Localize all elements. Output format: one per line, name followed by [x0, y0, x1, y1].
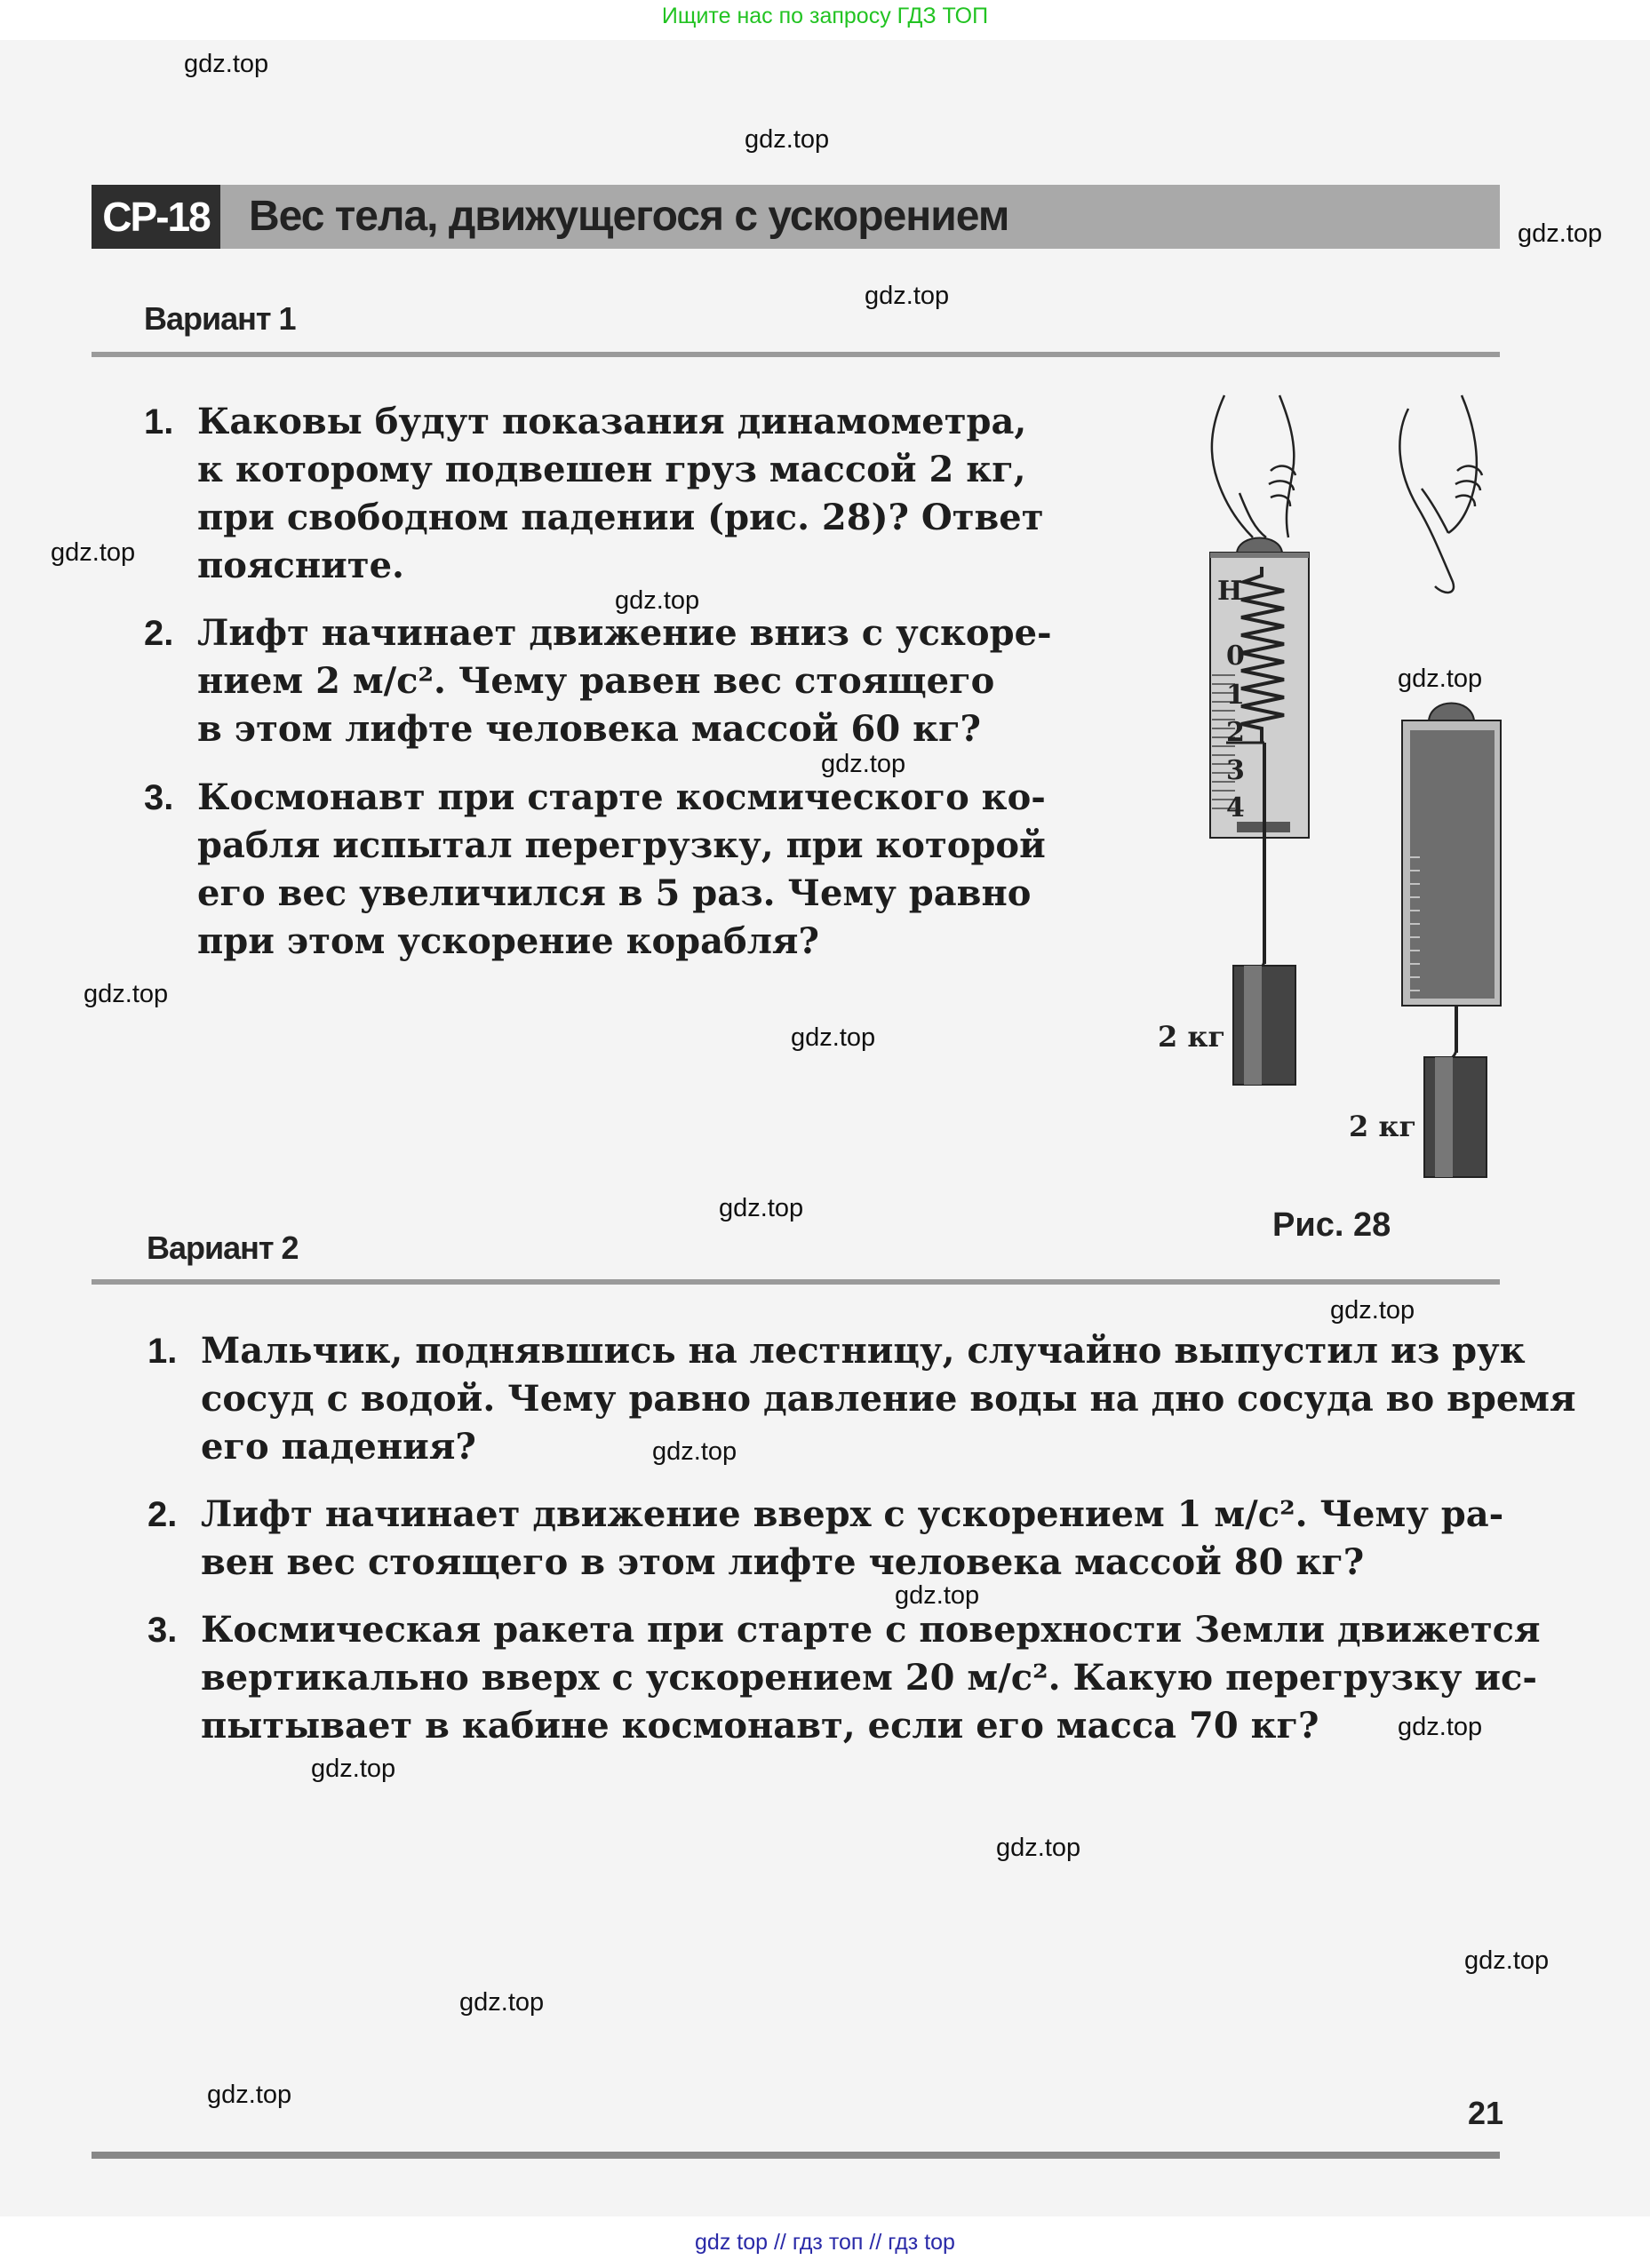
- dynamometer-right: [1402, 704, 1501, 1178]
- page-number: 21: [1468, 2095, 1504, 2131]
- watermark: gdz.top: [719, 1194, 804, 1222]
- watermark: gdz.top: [1398, 1713, 1483, 1741]
- question-line: Мальчик, поднявшись на лестницу, случайно выпустил из рук: [201, 1330, 1526, 1372]
- watermark: gdz.top: [1330, 1296, 1415, 1325]
- watermark: gdz.top: [311, 1755, 396, 1783]
- left-hand-icon: [1212, 395, 1295, 537]
- v2-question-3: [147, 1606, 1541, 1750]
- question-line: к которому подвешен груз массой 2 кг,: [197, 449, 1026, 490]
- divider: [92, 352, 1500, 357]
- mass-label-right: 2 кг: [1349, 1110, 1417, 1143]
- question-line: пытывает в кабине космонавт, если его масса 70 кг?: [201, 1705, 1319, 1747]
- scale-label: Н: [1217, 576, 1243, 607]
- question-line: Лифт начинает движение вверх с ускорением 1 м/с². Чему ра-: [201, 1493, 1504, 1535]
- question-line: в этом лифте человека массой 60 кг?: [197, 708, 981, 750]
- watermark: gdz.top: [84, 980, 169, 1008]
- bottom-rule: [92, 2152, 1500, 2159]
- scale-label: 3: [1226, 755, 1245, 786]
- v2-question-1: [147, 1327, 1576, 1471]
- watermark: gdz.top: [791, 1023, 876, 1052]
- question-line: Каковы будут показания динамометра,: [197, 401, 1027, 442]
- question-line: его вес увеличился в 5 раз. Чему равно: [197, 872, 1032, 914]
- v1-question-3: [144, 774, 1046, 966]
- watermark: gdz.top: [652, 1437, 737, 1466]
- v2-question-2: [147, 1491, 1504, 1587]
- question-number: 1.: [144, 402, 174, 442]
- question-line: при свободном падении (рис. 28)? Ответ: [197, 497, 1044, 538]
- divider: [92, 1279, 1500, 1285]
- question-line: при этом ускорение корабля?: [197, 920, 819, 962]
- question-number: 2.: [147, 1495, 178, 1534]
- question-line: нием 2 м/с². Чему равен вес стоящего: [197, 660, 995, 702]
- question-number: 3.: [147, 1611, 178, 1650]
- mass-label-left: 2 кг: [1158, 1020, 1226, 1054]
- watermark: gdz.top: [615, 586, 700, 615]
- question-line: сосуд с водой. Чему равно давление воды на дно сосуда во время: [201, 1378, 1576, 1420]
- question-line: вертикально вверх с ускорением 20 м/с². Какую перегрузку ис-: [201, 1657, 1537, 1699]
- variant-2-heading: Вариант 2: [147, 1229, 299, 1266]
- watermark: gdz.top: [1398, 664, 1483, 693]
- question-line: вен вес стоящего в этом лифте человека массой 80 кг?: [201, 1541, 1365, 1583]
- question-line: поясните.: [197, 545, 404, 586]
- scale-label: 4: [1226, 792, 1245, 824]
- watermark: gdz.top: [865, 282, 950, 310]
- watermark: gdz.top: [821, 750, 906, 778]
- scale-label: 0: [1226, 641, 1245, 672]
- watermark: gdz.top: [1464, 1946, 1550, 1975]
- question-line: Лифт начинает движение вниз с ускоре-: [197, 612, 1052, 654]
- watermark: gdz.top: [184, 50, 269, 78]
- watermark: gdz.top: [207, 2081, 292, 2109]
- dynamometer-left: [1210, 538, 1309, 1086]
- scale-label: 1: [1226, 680, 1245, 711]
- watermark: gdz.top: [1518, 219, 1603, 248]
- question-line: рабля испытал перегрузку, при которой: [197, 824, 1046, 866]
- figure-caption: Рис. 28: [1272, 1206, 1391, 1244]
- question-number: 2.: [144, 614, 174, 653]
- watermark: gdz.top: [51, 538, 136, 567]
- search-banner: Ищите нас по запросу ГДЗ ТОП: [661, 4, 989, 28]
- question-line: его падения?: [201, 1426, 476, 1468]
- scale-label: 2: [1226, 717, 1245, 748]
- question-line: Космонавт при старте космического ко-: [197, 776, 1046, 818]
- watermark: gdz.top: [996, 1834, 1081, 1862]
- v1-question-1: [144, 398, 1044, 590]
- footer-links: gdz top // гдз топ // гдз top: [695, 2230, 955, 2255]
- section-title: Вес тела, движущегося с ускорением: [249, 193, 1009, 240]
- watermark: gdz.top: [745, 125, 830, 154]
- right-hand-icon: [1399, 395, 1482, 593]
- v1-question-2: [144, 609, 1052, 753]
- section-code: СР-18: [92, 185, 220, 249]
- variant-1-heading: Вариант 1: [144, 300, 296, 337]
- watermark: gdz.top: [895, 1581, 980, 1610]
- question-number: 3.: [144, 778, 174, 817]
- question-number: 1.: [147, 1332, 178, 1371]
- question-line: Космическая ракета при старте с поверхности Земли движется: [201, 1609, 1541, 1651]
- watermark: gdz.top: [459, 1988, 545, 2017]
